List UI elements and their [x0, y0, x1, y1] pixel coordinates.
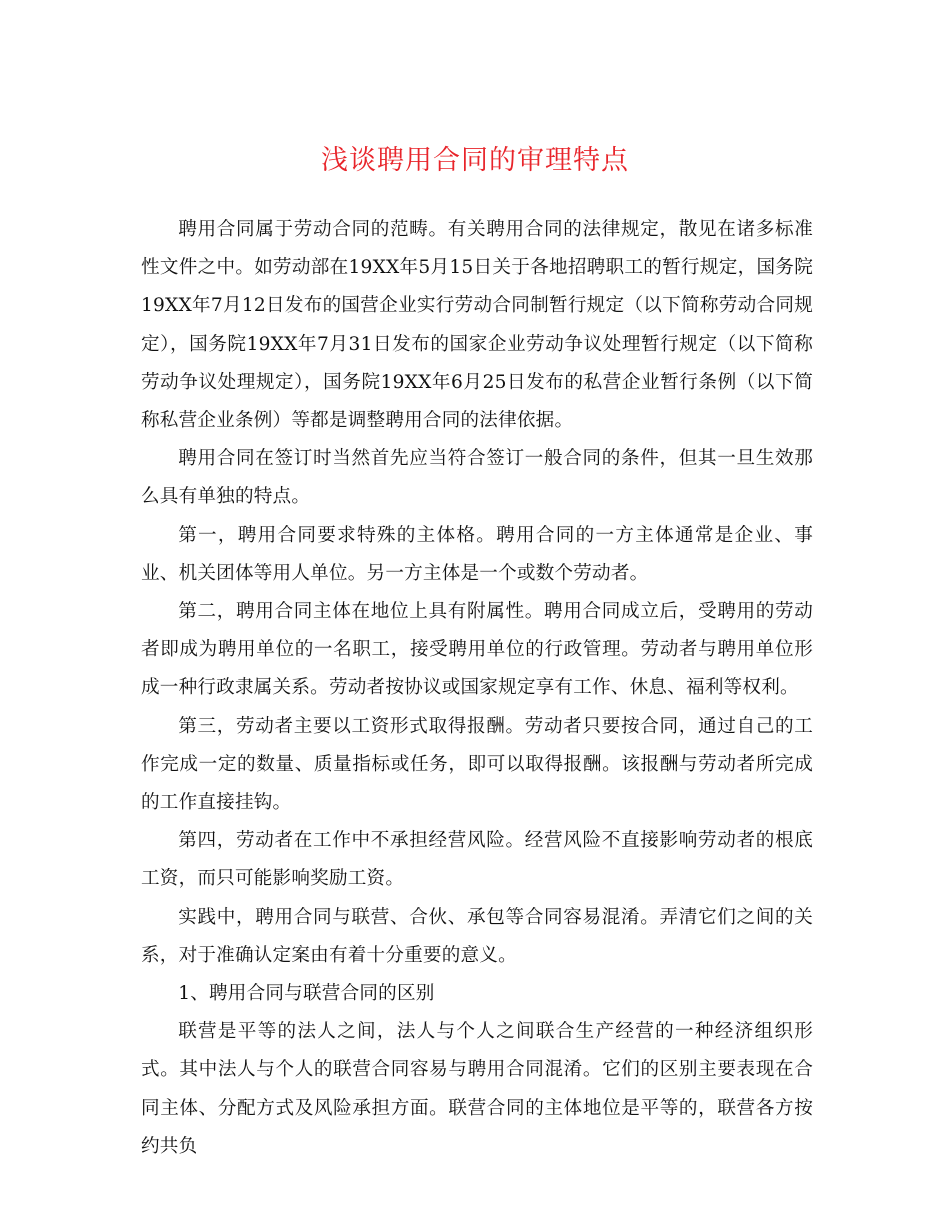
paragraph-joint-venture: 联营是平等的法人之间，法人与个人之间联合生产经营的一种经济组织形式。其中法人与个人的联营合同容易与聘用合同混淆。它们的区别主要表现在合同主体、分配方式及风险承担方面。联营合同的主体地位是平等的，联营各方按约共负	[141, 1021, 813, 1157]
paragraph-feature-2: 第二，聘用合同主体在地位上具有附属性。聘用合同成立后，受聘用的劳动者即成为聘用单位的一名职工，接受聘用单位的行政管理。劳动者与聘用单位形成一种行政隶属关系。劳动者按协议或国家规定享有工作、休息、福利等权利。	[141, 601, 813, 699]
paragraph-feature-4: 第四，劳动者在工作中不承担经营风险。经营风险不直接影响劳动者的根底工资，而只可能影响奖励工资。	[141, 830, 813, 890]
document-body	[141, 211, 813, 1166]
paragraph-intro: 聘用合同属于劳动合同的范畴。有关聘用合同的法律规定，散见在诸多标准性文件之中。如劳动部在19XX年5月15日关于各地招聘职工的暂行规定，国务院19XX年7月12日发布的国营企业实行劳动合同制暂行规定（以下简称劳动合同规定），国务院19XX年7月31日发布的国家企业劳动争议处理暂行规定（以下简称劳动争议处理规定），国务院19XX年6月25日发布的私营企业暂行条例（以下简称私营企业条例）等都是调整聘用合同的法律依据。	[141, 219, 813, 432]
paragraph-feature-3: 第三，劳动者主要以工资形式取得报酬。劳动者只要按合同，通过自己的工作完成一定的数量、质量指标或任务，即可以取得报酬。该报酬与劳动者所完成的工作直接挂钩。	[141, 715, 813, 814]
section-heading-1: 1、聘用合同与联营合同的区别	[178, 983, 435, 1005]
paragraph-practice: 实践中，聘用合同与联营、合伙、承包等合同容易混淆。弄清它们之间的关系，对于准确认定案由有着十分重要的意义。	[141, 906, 813, 966]
document-title: 浅谈聘用合同的审理特点	[321, 145, 629, 176]
paragraph-feature-1: 第一，聘用合同要求特殊的主体格。聘用合同的一方主体通常是企业、事业、机关团体等用人单位。另一方主体是一个或数个劳动者。	[141, 524, 813, 584]
paragraph-features-overview: 聘用合同在签订时当然首先应当符合签订一般合同的条件，但其一旦生效那么具有单独的特点。	[141, 448, 813, 508]
